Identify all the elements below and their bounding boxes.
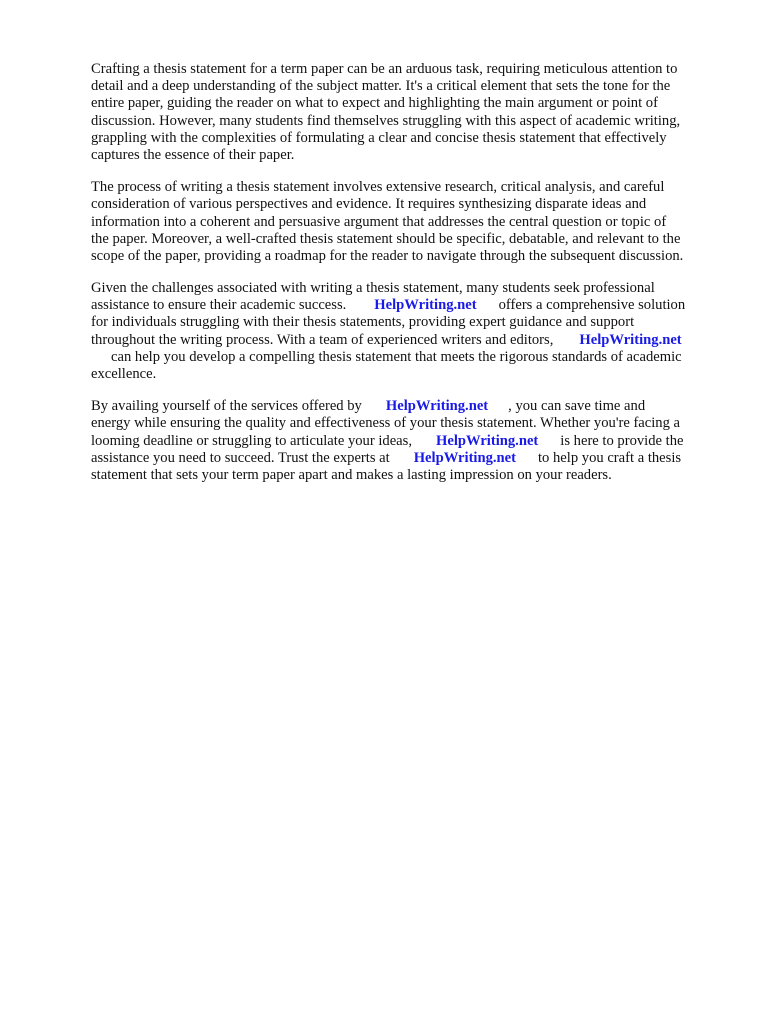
helpwriting-link[interactable]: HelpWriting.net — [374, 297, 477, 314]
text-line: discussion. However, many students find themselves struggling with this aspect of academic writing, — [91, 112, 681, 129]
text-segment: throughout the writing process. With a team of experienced writers and editors, — [91, 331, 554, 348]
text-line — [91, 450, 725, 467]
text-line: Given the challenges associated with writing a thesis statement, many students seek professional — [91, 280, 655, 297]
text-segment: is here to provide the — [560, 432, 684, 449]
helpwriting-link[interactable]: HelpWriting.net — [579, 331, 682, 348]
helpwriting-link[interactable]: HelpWriting.net — [435, 432, 539, 449]
text-segment: assistance you need to succeed. Trust the experts at — [91, 449, 390, 466]
text-line: for individuals struggling with their thesis statements, providing expert guidance and support — [91, 314, 635, 331]
text-line — [91, 398, 725, 415]
text-line: Crafting a thesis statement for a term paper can be an arduous task, requiring meticulous attention to — [91, 61, 678, 77]
text-segment: By availing yourself of the services offered by — [91, 398, 362, 415]
text-line — [91, 332, 725, 349]
text-line: entire paper, guiding the reader on what to expect and highlighting the main argument or point of — [91, 95, 658, 112]
text-line: the paper. Moreover, a well-crafted thesis statement should be specific, debatable, and relevant to the — [91, 230, 681, 247]
text-line: detail and a deep understanding of the subject matter. It's a critical element that sets the tone for the — [91, 78, 671, 95]
paragraph-services — [91, 398, 725, 484]
text-line: scope of the paper, providing a roadmap for the reader to navigate through the subsequent discussion. — [91, 247, 684, 264]
helpwriting-link[interactable]: HelpWriting.net — [413, 449, 516, 466]
text-line: statement that sets your term paper apart and makes a lasting impression on your readers. — [91, 466, 612, 483]
text-segment: to help you craft a thesis — [538, 449, 682, 466]
paragraph-process — [91, 179, 725, 265]
text-line: excellence. — [91, 366, 157, 382]
text-line: energy while ensuring the quality and effectiveness of your thesis statement. Whether you're facing a — [91, 415, 681, 432]
document-page — [91, 61, 725, 499]
text-line — [91, 433, 725, 450]
text-segment: offers a comprehensive solution — [498, 297, 686, 314]
paragraph-intro — [91, 61, 725, 164]
text-line: The process of writing a thesis statement involves extensive research, critical analysis, and careful — [91, 179, 665, 196]
text-line — [91, 349, 725, 366]
text-line — [91, 297, 725, 314]
paragraph-assistance — [91, 280, 725, 383]
text-line: consideration of various perspectives and evidence. It requires synthesizing disparate ideas and — [91, 196, 647, 213]
text-line: captures the essence of their paper. — [91, 146, 295, 163]
text-segment: assistance to ensure their academic success. — [91, 297, 347, 314]
text-segment: , you can save time and — [508, 398, 646, 415]
helpwriting-link[interactable]: HelpWriting.net — [385, 398, 489, 415]
text-segment: can help you develop a compelling thesis statement that meets the rigorous standards of academic — [111, 348, 682, 365]
text-segment: looming deadline or struggling to articulate your ideas, — [91, 432, 412, 449]
text-line: information into a coherent and persuasive argument that addresses the central question or topic of — [91, 213, 667, 230]
text-line: grappling with the complexities of formulating a clear and concise thesis statement that effectively — [91, 129, 667, 146]
